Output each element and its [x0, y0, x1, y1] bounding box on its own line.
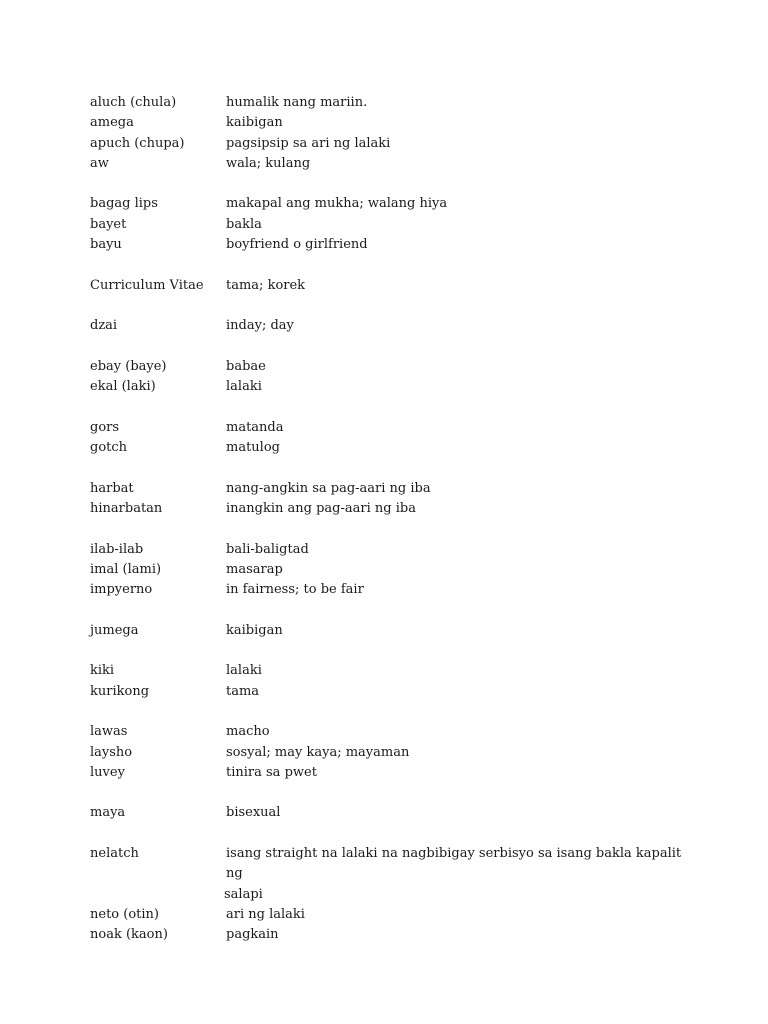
- definition: makapal ang mukha; walang hiya: [226, 196, 448, 212]
- definition: kaibigan: [226, 622, 283, 638]
- term: gotch: [90, 440, 128, 456]
- term: Curriculum Vitae: [90, 277, 204, 293]
- term: harbat: [90, 480, 134, 496]
- glossary-entry: [90, 93, 690, 113]
- glossary-entry: [90, 377, 690, 397]
- definition: macho: [226, 724, 270, 740]
- glossary-entry: [90, 215, 690, 235]
- glossary-entry: [90, 743, 690, 763]
- definition-continuation: salapi: [224, 886, 263, 902]
- definition: lalaki: [226, 663, 262, 679]
- glossary-entry: [90, 925, 690, 945]
- term: lawas: [90, 724, 128, 740]
- term: impyerno: [90, 582, 153, 598]
- definition: inday; day: [226, 318, 294, 334]
- glossary-group-m: [90, 803, 690, 823]
- term: luvey: [90, 764, 125, 780]
- glossary-entry: [90, 661, 690, 681]
- term: ekal (laki): [90, 379, 156, 395]
- definition: matanda: [226, 419, 284, 435]
- glossary-entry: [90, 540, 690, 560]
- glossary-group-i: [90, 540, 690, 601]
- term: bayet: [90, 216, 127, 232]
- glossary-entry: [90, 479, 690, 499]
- term: ebay (baye): [90, 358, 167, 374]
- definition: babae: [226, 358, 266, 374]
- term: kurikong: [90, 683, 150, 699]
- term: gors: [90, 419, 120, 435]
- glossary-group-j: [90, 621, 690, 641]
- term: jumega: [90, 622, 139, 638]
- glossary-entry: [90, 276, 690, 296]
- glossary-group-a: [90, 93, 690, 174]
- definition: matulog: [226, 440, 280, 456]
- term: aw: [90, 155, 109, 171]
- definition: tama: [226, 683, 260, 699]
- glossary-entry: [90, 154, 690, 174]
- term: dzai: [90, 318, 118, 334]
- glossary-entry: [90, 134, 690, 154]
- term: amega: [90, 115, 134, 131]
- term: kiki: [90, 663, 115, 679]
- definition-line: isang straight na lalaki na nagbibigay serbisyo sa isang bakla kapalit ng: [226, 845, 682, 882]
- definition: in fairness; to be fair: [226, 582, 364, 598]
- glossary-entry: [90, 905, 690, 925]
- glossary-entry: [90, 803, 690, 823]
- glossary-group-h: [90, 479, 690, 520]
- definition: humalik nang mariin.: [226, 95, 368, 110]
- glossary-entry: [90, 580, 690, 600]
- definition: tama; korek: [226, 277, 306, 293]
- glossary-entry: [90, 418, 690, 438]
- definition: bisexual: [226, 805, 281, 821]
- glossary-group-c: [90, 276, 690, 296]
- definition: lalaki: [226, 379, 262, 395]
- definition: nang-angkin sa pag-aari ng iba: [226, 480, 431, 496]
- glossary-entry: [90, 316, 690, 336]
- definition: bakla: [226, 216, 262, 232]
- glossary-entry: [90, 560, 690, 580]
- term: laysho: [90, 744, 133, 760]
- definition: sosyal; may kaya; mayaman: [226, 744, 410, 760]
- definition: pagsipsip sa ari ng lalaki: [226, 135, 391, 151]
- term: nelatch: [90, 845, 139, 861]
- glossary-group-l: [90, 722, 690, 783]
- glossary-group-d: [90, 316, 690, 336]
- glossary-list: [90, 93, 690, 966]
- term: apuch (chupa): [90, 135, 185, 151]
- term: aluch (chula): [90, 95, 177, 110]
- term: neto (otin): [90, 906, 159, 922]
- definition: ari ng lalaki: [226, 906, 305, 922]
- definition: inangkin ang pag-aari ng iba: [226, 500, 416, 516]
- term: maya: [90, 805, 126, 821]
- glossary-entry: [90, 722, 690, 742]
- definition: masarap: [226, 561, 283, 577]
- glossary-entry: [90, 194, 690, 214]
- definition: [226, 844, 690, 905]
- glossary-entry: [90, 844, 690, 905]
- glossary-entry: [90, 438, 690, 458]
- glossary-group-k: [90, 661, 690, 702]
- glossary-entry: [90, 682, 690, 702]
- glossary-entry: [90, 357, 690, 377]
- definition: boyfriend o girlfriend: [226, 237, 368, 253]
- glossary-entry: [90, 235, 690, 255]
- definition: kaibigan: [226, 115, 283, 131]
- definition: tinira sa pwet: [226, 764, 317, 780]
- glossary-group-n: [90, 844, 690, 945]
- glossary-entry: [90, 113, 690, 133]
- glossary-entry: [90, 499, 690, 519]
- term: bayu: [90, 237, 122, 253]
- glossary-group-e: [90, 357, 690, 398]
- glossary-group-b: [90, 194, 690, 255]
- term: noak (kaon): [90, 927, 168, 943]
- term: ilab-ilab: [90, 541, 144, 557]
- glossary-group-g: [90, 418, 690, 459]
- definition: bali-baligtad: [226, 541, 309, 557]
- term: imal (lami): [90, 561, 162, 577]
- term: hinarbatan: [90, 500, 163, 516]
- term: bagag lips: [90, 196, 158, 212]
- glossary-entry: [90, 763, 690, 783]
- definition: wala; kulang: [226, 155, 311, 171]
- glossary-entry: [90, 621, 690, 641]
- definition: pagkain: [226, 927, 279, 943]
